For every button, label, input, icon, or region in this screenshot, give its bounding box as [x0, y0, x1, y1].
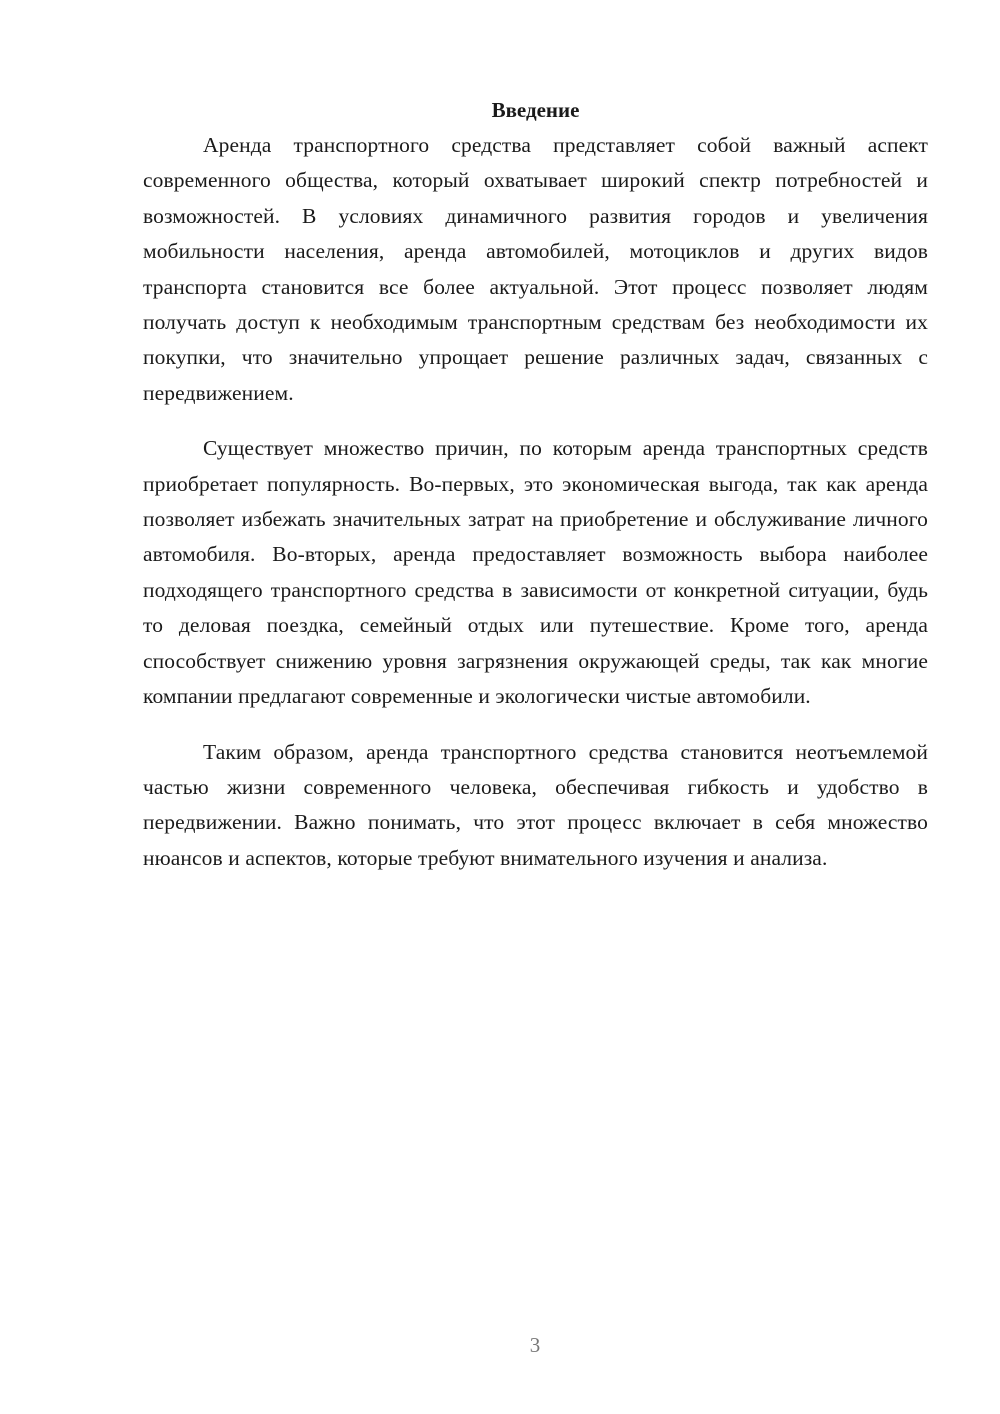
- section-title: Введение: [491, 98, 580, 122]
- paragraph-2: Существует множество причин, по которым аренда транспортных средств приобретает популярность. Во-первых, это экономическая выгода, так как аренда позволяет избежать значительных затрат на приобретение и обслуживание личного автомобиля. Во-вторых, аренда предоставляет возможность выбора наиболее подходящего транспортного средства в зависимости от конкретной ситуации, будь то деловая поездка, семейный отдых или путешествие. Кроме того, аренда способствует снижению уровня загрязнения окружающей среды, так как многие компании предлагают современные и экологически чистые автомобили.: [143, 436, 928, 709]
- page-number: 3: [529, 1333, 541, 1357]
- paragraph-1: Аренда транспортного средства представляет собой важный аспект современного общества, который охватывает широкий спектр потребностей и возможностей. В условиях динамичного развития городов и увеличения мобильности населения, аренда автомобилей, мотоциклов и других видов транспорта становится все более актуальной. Этот процесс позволяет людям получать доступ к необходимым транспортным средствам без необходимости их покупки, что значительно упрощает решение различных задач, связанных с передвижением.: [143, 133, 928, 405]
- document-page: [143, 95, 928, 896]
- paragraph-3: Таким образом, аренда транспортного средства становится неотъемлемой частью жизни современного человека, обеспечивая гибкость и удобство в передвижении. Важно понимать, что этот процесс включает в себя множество нюансов и аспектов, которые требуют внимательного изучения и анализа.: [143, 739, 928, 870]
